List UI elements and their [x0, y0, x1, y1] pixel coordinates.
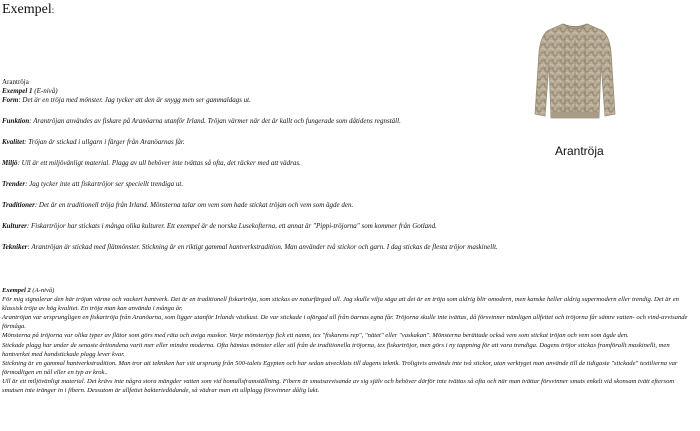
sweater-hem: [551, 112, 599, 118]
row-text: : Det är en traditionell tröja från Irland. Mönsterna talar om vem som hade stickat tröjan och vem som ägde den.: [34, 201, 354, 209]
row-text: : Arantröjan användes av fiskare på Aranöarna utanför Irland. Tröjan värmer när det är kallt och fungerade som dåtidens regnställ.: [29, 117, 401, 125]
row-label: Kulturer: [2, 222, 27, 230]
example-2-paragraph: Ull är ett miljövänligt material. Det krävs inte några stora mängder vatten som vid bomullsframställning. Fibern är smutsavvisande av sig själv och behöver därför inte tvättas så ofta och när man tvättar försvinner smuts enkelt vid skonsam tvätt eftersom smutsen inte tränger in i fibern. Dessutom är ullfettet bakteriedödande, så vädrar man ett ullplagg försvinner dålig lukt.: [2, 377, 675, 395]
example-1-row-form: [2, 96, 512, 105]
example-1-row-kvalitet: [2, 138, 512, 147]
example-1-row-kulturer: [2, 222, 512, 231]
row-label: Funktion: [2, 117, 30, 125]
example-2-level: (A-nivå): [30, 287, 55, 294]
row-text: : Jag tycker inte att fiskartröjor ser speciellt trendiga ut.: [25, 180, 184, 188]
example-2-heading-line: [2, 286, 692, 295]
example-2-paragraph: Stickade plagg har under de senaste årtiondena varit mer eller mindre moderna. Ofta hämtas mönster eller stil från de traditionella tröjorna, tex fiskartröjor, men görs i ny tappning för att vara trendiga. Dagens tröjor stickas framförallt maskinellt, men hantverket med handstickade plagg lever kvar.: [2, 341, 670, 358]
row-label: Traditioner: [2, 201, 35, 209]
example-1-heading: Exempel 1: [2, 87, 33, 95]
example-2-heading: Exempel 2: [2, 287, 31, 294]
example-1-heading-line: [2, 87, 512, 96]
example-1-row-funktion: [2, 117, 512, 126]
row-label: Tekniker: [2, 243, 28, 251]
example-1-row-tekniker: [2, 243, 700, 252]
example-1-row-trender: [2, 180, 512, 189]
example-2-paragraph: Stickning är en gammal hantverkstradition. Man tror att tekniken har sitt ursprung från 500-talets Egypten och har sedan utvecklats till dagens teknik. Troligtvis används inte två stickor, utan verktyget man använde till de tidigaste "stickade" textilierna var förmodligen en nål eller en typ av krok..: [2, 359, 678, 376]
example-2-section: [2, 286, 692, 395]
example-1-row-traditioner: [2, 201, 512, 210]
row-text: : Fiskartröjor har stickats i många olika kulturer. Ett exempel är de norska Lusekofterna, ett annat är "Pippi-tröjorna" som kommer från Gotland.: [26, 222, 437, 230]
page-title: [2, 2, 54, 18]
page-title-text: Exempel: [2, 2, 52, 17]
image-caption: Arantröja: [555, 144, 604, 158]
example-1-subject: Arantröja: [2, 78, 29, 86]
row-text: : Tröjan är stickad i ullgarn i färger från Aranöarnas får.: [24, 138, 185, 146]
aran-sweater-image: [533, 18, 617, 124]
example-1-level: (E-nivå): [32, 87, 58, 95]
row-text: : Det är en tröja med mönster. Jag tycker att den är snygg men ser gammaldags ut.: [18, 96, 251, 104]
page-title-colon: :: [51, 5, 55, 15]
example-1-section: [2, 78, 512, 252]
row-label: Form: [2, 96, 19, 104]
row-label: Trender: [2, 180, 26, 188]
row-label: Kvalitet: [2, 138, 25, 146]
example-2-paragraph: Arantröjan var ursprungligen en fiskartröja från Aranöarna, som ligger utanför Irlands västkust. De var stickade i ofärgad ull från öarnas egna får. Tröjorna skulle inte tvättas, då försvinner nämligen ullfettet och tröjorna får sämre vatten- och vind-avvisande förmåga.: [2, 314, 688, 331]
row-label: Miljö: [2, 159, 18, 167]
row-text: : Ull är ett miljövänligt material. Plagg av ull behöver inte tvättas så ofta, det räcker med att vädras.: [17, 159, 301, 167]
row-text: : Arantröjan är stickad med flätmönster. Stickning är en riktigt gammal hantverkstradition. Man använder två stickor och garn. I dag stickas de flesta tröjor maskinellt.: [27, 243, 498, 251]
example-2-paragraph: För mig signalerar den här tröjan värme och vackert hantverk. Det är en traditionell fiskartröja, som stickas av naturfärgad ull. Jag skulle vilja säga att det är en tröja som aldrig blir omodern, men kanske heller aldrig supermodern eller trendig. Det är en klassisk tröja av hög kvalitet. En tröja man kan använda i många år.: [2, 296, 679, 313]
example-1-row-miljo: [2, 159, 512, 168]
example-2-paragraph: Mönsterna på tröjorna var olika typer av flätor som görs med räta och aviga maskor. Varje mönstertyp fick ett namn, tex "fiskarens rep", "nätet" eller "vaskakan". Mönsterna berättade också vem som stickat tröjan och vem som ägde den.: [2, 332, 629, 340]
